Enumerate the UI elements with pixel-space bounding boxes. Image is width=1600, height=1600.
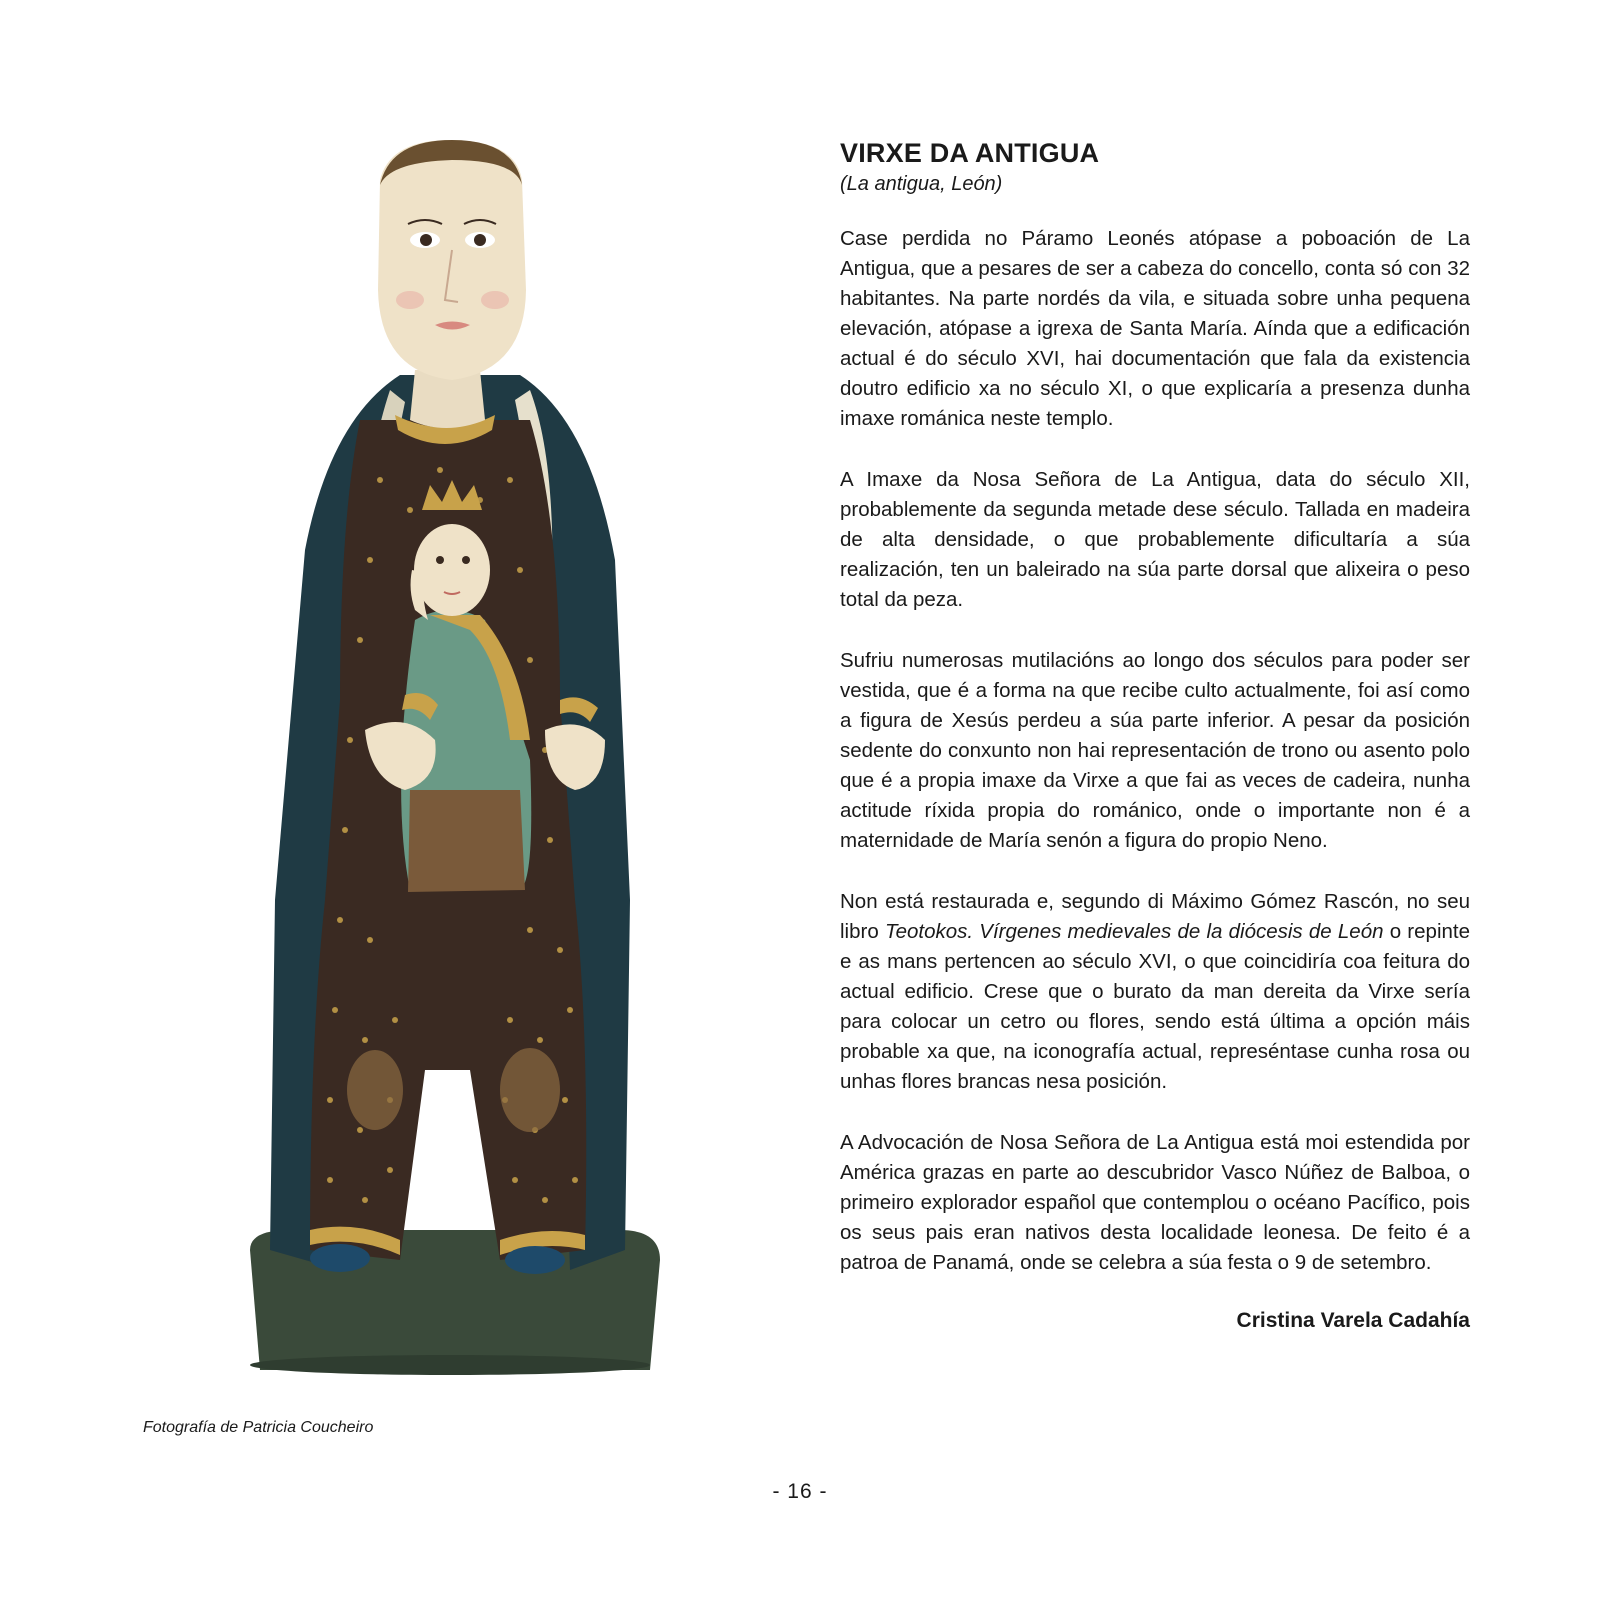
article-subtitle: (La antigua, León): [840, 173, 1003, 195]
virgin-and-child-statue-image: [230, 140, 670, 1375]
paragraph-1: Case perdida no Páramo Leonés atópase a poboación de La Antigua, que a pesares de ser a cabeza do concello, conta só con 32 habitantes. Na parte nordés da vila, e situada sobre unha pequena elevación, atópase a igrexa de Santa María. Aínda que a edificación actual é do século XVI, hai documentación que fala da existencia doutro edificio xa no século XI, o que explicaría a presenza dunha imaxe románica neste templo.: [840, 227, 1470, 430]
statue-photo: [230, 140, 670, 1375]
book-title: Teotokos. Vírgenes medievales de la diócesis de León: [884, 920, 1384, 943]
paragraph-2: A Imaxe da Nosa Señora de La Antigua, data do século XII, probablemente da segunda metade dese século. Tallada en madeira de alta densidade, o que probablemente dificultaría a súa realización, ten un baleirado na súa parte dorsal que alixeira o peso total da peza.: [840, 468, 1470, 611]
paragraph-3: Sufriu numerosas mutilacións ao longo dos séculos para poder ser vestida, que é a forma na que recibe culto actualmente, foi así como a figura de Xesús perdeu a súa parte inferior. A pesar da posición sedente do conxunto non hai representación de trono ou asento polo que é a propia imaxe da Virxe a que fai as veces de cadeira, nunha actitude ríxida propia do románico, onde o importante non é a maternidade de María senón a figura do propio Neno.: [840, 649, 1470, 852]
article: [840, 136, 1470, 1333]
paragraph-4-text-after: o repinte e as mans pertencen ao século XVI, o que coincidiría coa feitura do actual edificio. Crese que o burato da man dereita da Virxe sería para colocar un cetro ou flores, sendo está última a opción máis probable xa que, na iconografía actual, represéntase cunha rosa ou unhas flores brancas nesa posición.: [840, 920, 1470, 1093]
paragraph-4-text-before: Non está restaurada e, segundo di Máximo Gómez Rascón, no seu libro: [840, 890, 1470, 943]
article-author: Cristina Varela Cadahía: [1236, 1309, 1470, 1332]
article-title: VIRXE DA ANTIGUA: [840, 138, 1100, 168]
article-body: [840, 224, 1470, 1278]
page-number: - 16 -: [772, 1480, 828, 1503]
paragraph-4: [840, 887, 1470, 1097]
paragraph-5: A Advocación de Nosa Señora de La Antigua está moi estendida por América grazas en parte ao descubridor Vasco Núñez de Balboa, o primeiro explorador español que contemplou o océano Pacífico, pois os seus pais eran nativos desta localidade leonesa. De feito é a patroa de Panamá, onde se celebra a súa festa o 9 de setembro.: [840, 1131, 1470, 1274]
photo-credit: Fotografía de Patricia Coucheiro: [143, 1419, 374, 1436]
